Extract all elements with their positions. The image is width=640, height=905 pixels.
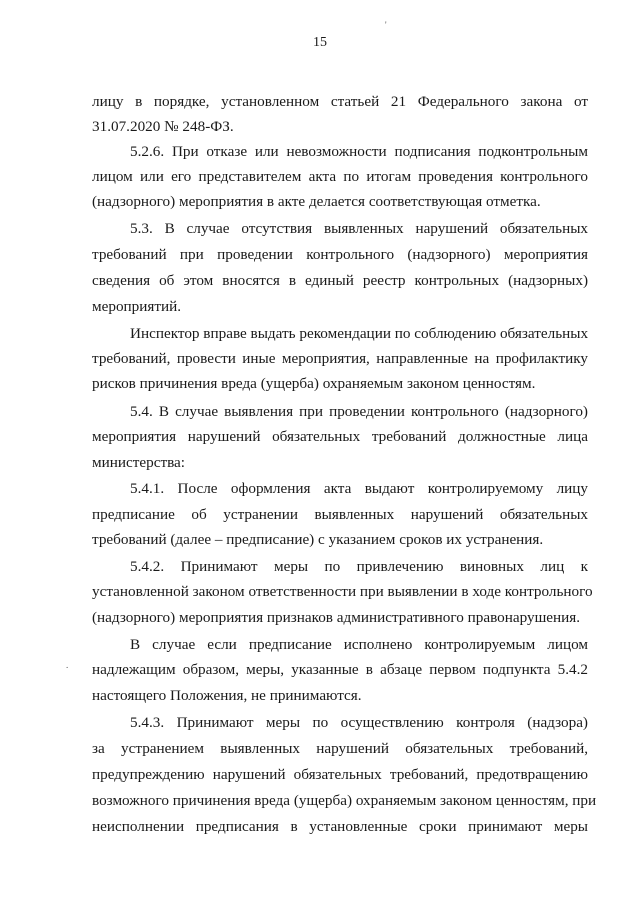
text-line: (надзорного) мероприятия признаков административного правонарушения. (92, 609, 581, 626)
page-number: 15 (313, 35, 327, 50)
text-line: предписание об устранении выявленных нарушений обязательных (92, 506, 588, 523)
paragraph-first-line: Инспектор вправе выдать рекомендации по соблюдению обязательных (130, 325, 589, 342)
text-line: установленной законом ответственности при выявлении в ходе контрольного (92, 583, 593, 600)
text-line: (надзорного) мероприятия в акте делается соответствующая отметка. (92, 193, 541, 210)
paragraph-first-line: В случае если предписание исполнено контролируемым лицом (130, 636, 588, 653)
paragraph-first-line: 5.2.6. При отказе или невозможности подписания подконтрольным (130, 143, 588, 160)
text-line: лицом или его представителем акта по итогам проведения контрольного (92, 168, 588, 185)
text-line: сведения об этом вносятся в единый реестр контрольных (надзорных) (92, 272, 588, 289)
paragraph-first-line: 5.4.3. Принимают меры по осуществлению контроля (надзора) (130, 714, 588, 731)
paragraph-first-line: 5.4. В случае выявления при проведении контрольного (надзорного) (130, 403, 588, 420)
text-line: лицу в порядке, установленном статьей 21 Федерального закона от (92, 93, 588, 110)
text-line: настоящего Положения, не принимаются. (92, 687, 362, 704)
text-line: 31.07.2020 № 248-ФЗ. (92, 118, 234, 135)
scan-mark-left: . (66, 660, 69, 670)
text-line: рисков причинения вреда (ущерба) охраняемым законом ценностям. (92, 375, 536, 392)
text-line: предупреждению нарушений обязательных требований, предотвращению (92, 766, 588, 783)
paragraph-first-line: 5.4.1. После оформления акта выдают контролируемому лицу (130, 480, 588, 497)
text-line: требований, провести иные мероприятия, направленные на профилактику (92, 350, 588, 367)
text-line: требований (далее – предписание) с указанием сроков их устранения. (92, 531, 544, 548)
scan-mark-top: ' (385, 20, 387, 30)
text-line: возможного причинения вреда (ущерба) охраняемым законом ценностям, при (92, 792, 597, 809)
text-line: неисполнении предписания в установленные сроки принимают меры (92, 818, 588, 835)
text-line: требований при проведении контрольного (надзорного) мероприятия (92, 246, 588, 263)
paragraph-first-line: 5.3. В случае отсутствия выявленных нарушений обязательных (130, 220, 588, 237)
text-line: мероприятий. (92, 298, 182, 315)
text-line: надлежащим образом, меры, указанные в абзаце первом подпункта 5.4.2 (92, 661, 588, 678)
text-line: за устранением выявленных нарушений обязательных требований, (92, 740, 588, 757)
paragraph-first-line: 5.4.2. Принимают меры по привлечению виновных лиц к (130, 558, 588, 575)
text-line: министерства: (92, 454, 186, 471)
text-line: мероприятия нарушений обязательных требований должностные лица (92, 428, 588, 445)
